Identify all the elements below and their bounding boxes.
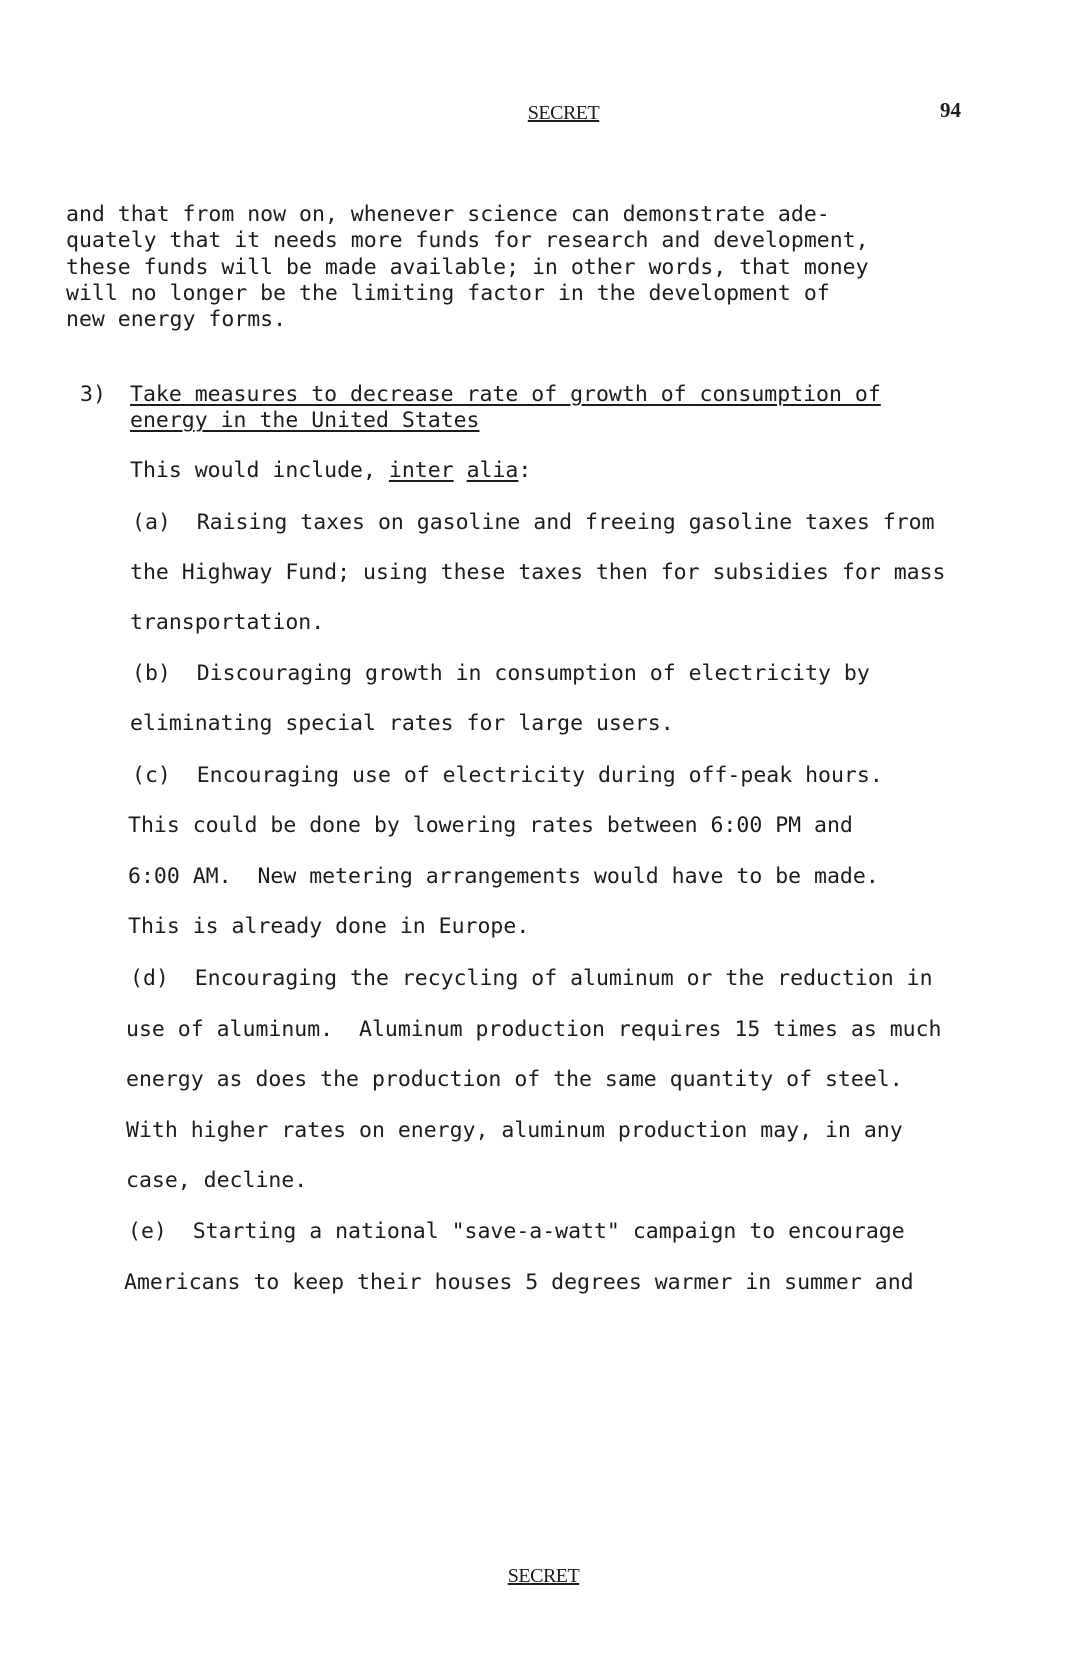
text-line: (d) Encouraging the recycling of aluminum or the reduction in <box>130 966 933 991</box>
classification-footer <box>0 1565 1067 1588</box>
text-line: quately that it needs more funds for research and development, <box>66 228 869 253</box>
inter-word: inter <box>388 458 454 483</box>
text-line: new energy forms. <box>66 307 287 332</box>
text-line: transportation. <box>130 610 325 635</box>
include-prefix: This would include, <box>130 458 389 483</box>
text-line: eliminating special rates for large users. <box>130 711 674 736</box>
page-number: 94 <box>940 98 961 122</box>
text-line: energy as does the production of the same quantity of steel. <box>126 1067 903 1092</box>
text-line: and that from now on, whenever science can demonstrate ade- <box>66 202 830 227</box>
text-line: (a) Raising taxes on gasoline and freeing gasoline taxes from <box>132 510 935 535</box>
alia-word: alia <box>466 458 519 483</box>
classification-marking: SECRET <box>527 102 600 124</box>
text-line: This is already done in Europe. <box>128 914 530 939</box>
text-line: will no longer be the limiting factor in the development of <box>66 281 830 306</box>
classification-marking: SECRET <box>507 1565 580 1587</box>
include-colon: : <box>518 458 532 483</box>
text-line: (c) Encouraging use of electricity during off-peak hours. <box>132 763 883 788</box>
text-line: With higher rates on energy, aluminum production may, in any <box>126 1118 903 1143</box>
text-line: (b) Discouraging growth in consumption of electricity by <box>132 661 870 686</box>
include-line <box>130 458 531 483</box>
section-number: 3) <box>80 382 106 407</box>
text-line: (e) Starting a national "save-a-watt" campaign to encourage <box>128 1219 905 1244</box>
text-line: these funds will be made available; in other words, that money <box>66 255 869 280</box>
text-line: case, decline. <box>126 1168 308 1193</box>
text-line: use of aluminum. Aluminum production requires 15 times as much <box>126 1017 942 1042</box>
text-line: 6:00 AM. New metering arrangements would have to be made. <box>128 864 879 889</box>
section-heading-line: Take measures to decrease rate of growth of consumption of <box>130 382 881 407</box>
classification-header <box>0 102 1067 125</box>
section-heading-line: energy in the United States <box>130 408 480 433</box>
text-line: the Highway Fund; using these taxes then for subsidies for mass <box>130 560 946 585</box>
text-line: Americans to keep their houses 5 degrees warmer in summer and <box>124 1270 914 1295</box>
text-line: This could be done by lowering rates between 6:00 PM and <box>128 813 853 838</box>
